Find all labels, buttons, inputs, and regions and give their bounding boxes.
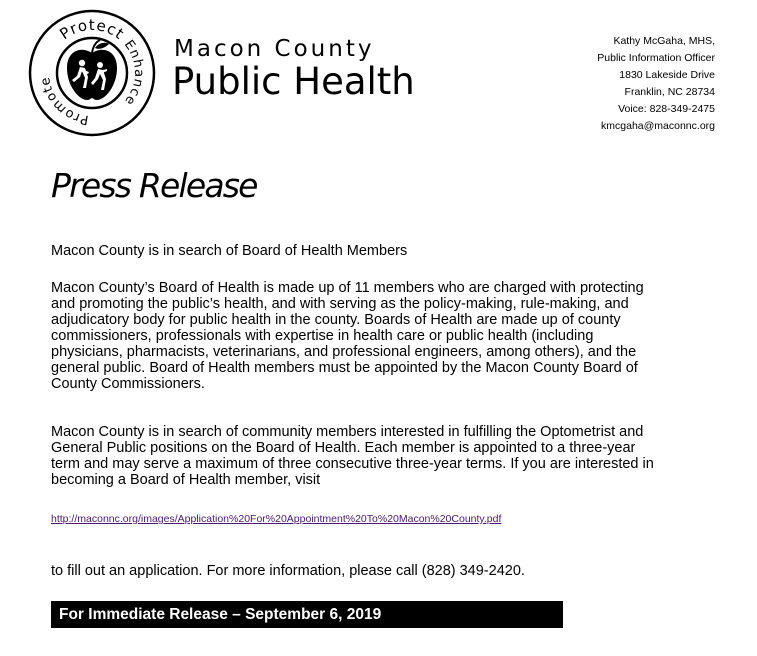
svg-text:Enhance <box>121 38 146 109</box>
contact-city: Franklin, NC 28734 <box>624 86 715 98</box>
contact-voice: Voice: 828-349-2475 <box>618 103 715 115</box>
paragraph-line: and promoting the public’s health, and with serving as the policy-making, rule-making, and <box>51 296 629 312</box>
seal-word-promote: Promote <box>38 75 90 127</box>
contact-email: kmcgaha@maconnc.org <box>601 120 715 132</box>
contact-address: 1830 Lakeside Drive <box>619 69 715 81</box>
paragraph-line: general public. Board of Health members must be appointed by the Macon County Board of <box>51 360 638 376</box>
paragraph-line: adjudicatory body for public health in the county. Boards of Health are made up of county <box>51 312 621 328</box>
paragraph-line: physicians, pharmacists, veterinarians, and professional engineers, among others), and the <box>51 344 637 360</box>
paragraph-vacancy <box>51 424 741 488</box>
release-headline: Macon County is in search of Board of Health Members <box>51 243 408 259</box>
paragraph-line: General Public positions on the Board of Health. Each member is appointed to a three-year <box>51 440 636 456</box>
paragraph-line: Macon County is in search of community members interested in fulfilling the Optometrist and <box>51 424 644 440</box>
paragraph-board-description <box>51 280 741 392</box>
paragraph-line: Macon County’s Board of Health is made up of 11 members who are charged with protecting <box>51 280 644 296</box>
org-name-line1: Macon County <box>174 36 375 62</box>
paragraph-line: term and may serve a maximum of three consecutive three-year terms. If you are interested in <box>51 456 654 472</box>
release-date-banner: For Immediate Release – September 6, 2019 <box>51 601 563 628</box>
paragraph-line: becoming a Board of Health member, visit <box>51 472 321 488</box>
seal-logo <box>27 8 157 138</box>
paragraph-line: commissioners, professionals with expertise in health care or public health (including <box>51 328 594 344</box>
application-link[interactable]: http://maconnc.org/images/Application%20For%20Appointment%20To%20Macon%20County.pdf <box>51 513 502 525</box>
closing-sentence: to fill out an application. For more information, please call (828) 349-2420. <box>51 563 525 579</box>
seal-word-enhance: Enhance <box>120 37 147 109</box>
apple-icon <box>67 40 117 100</box>
paragraph-line: County Commissioners. <box>51 376 205 392</box>
contact-block <box>597 33 715 135</box>
contact-name: Kathy McGaha, MHS, <box>613 35 715 47</box>
press-release-heading: Press Release <box>51 166 257 205</box>
contact-title: Public Information Officer <box>597 52 715 64</box>
seal-word-protect: Protect <box>56 15 128 44</box>
org-name-line2: Public Health <box>172 60 415 103</box>
